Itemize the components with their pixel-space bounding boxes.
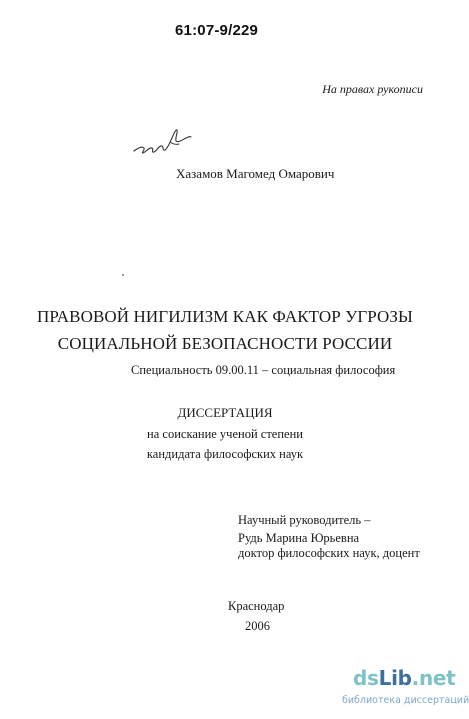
rights-note: На правах рукописи: [322, 82, 423, 96]
watermark-brand: [353, 666, 455, 690]
advisor-name: Рудь Марина Юрьевна: [238, 531, 360, 545]
specialty: Специальность 09.00.11 – социальная философия: [131, 363, 396, 377]
dissertation-label: ДИССЕРТАЦИЯ: [177, 405, 273, 420]
author-name: Хазамов Магомед Омарович: [176, 166, 335, 181]
dissertation-purpose: на соискание ученой степени: [147, 427, 303, 441]
watermark-brand-tld: .net: [411, 666, 456, 690]
scan-speck: [122, 274, 124, 276]
watermark-caption: библиотека диссертаций: [342, 695, 469, 706]
city: Краснодар: [228, 599, 285, 613]
advisor-degree: доктор философских наук, доцент: [238, 546, 420, 560]
year: 2006: [245, 619, 270, 633]
dissertation-degree: кандидата философских наук: [146, 447, 304, 461]
handwritten-signature-icon: [132, 118, 192, 162]
dslib-watermark: [340, 666, 469, 714]
dissertation-title-line-1: ПРАВОВОЙ НИГИЛИЗМ КАК ФАКТОР УГРОЗЫ: [37, 307, 413, 326]
dissertation-title-line-2: СОЦИАЛЬНОЙ БЕЗОПАСНОСТИ РОССИИ: [57, 334, 393, 353]
watermark-brand-ds: ds: [353, 666, 379, 690]
watermark-brand-lib: Lib: [378, 666, 412, 690]
catalog-code: 61:07-9/229: [175, 22, 259, 39]
advisor-label: Научный руководитель –: [238, 513, 371, 527]
